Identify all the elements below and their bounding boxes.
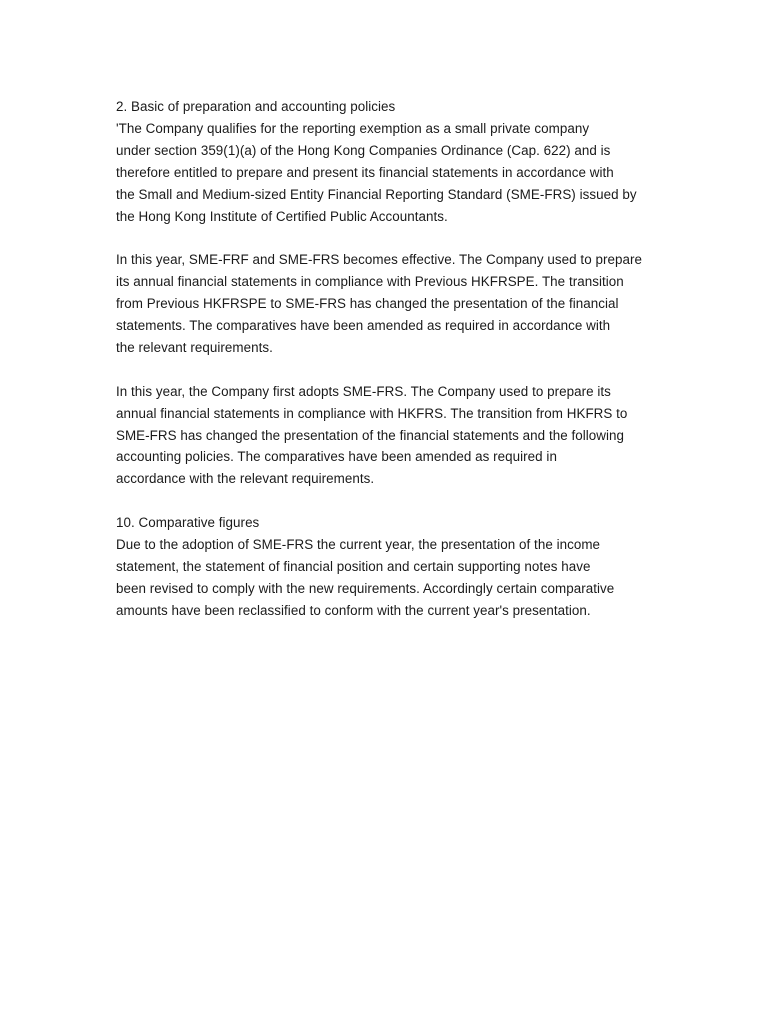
paragraph-line: accounting policies. The comparatives have been amended as required in (116, 449, 557, 465)
paragraph-line: the Hong Kong Institute of Certified Public Accountants. (116, 208, 448, 224)
paragraph-line: accordance with the relevant requirements. (116, 471, 375, 487)
paragraph-spacer (116, 227, 661, 249)
paragraph-line: therefore entitled to prepare and present its financial statements in accordance with (116, 164, 614, 180)
paragraph-spacer (116, 490, 661, 512)
section-10-paragraph-1 (116, 534, 661, 622)
paragraph-line: In this year, SME-FRF and SME-FRS becomes effective. The Company used to prepare (116, 252, 642, 268)
paragraph-line: the relevant requirements. (116, 339, 273, 355)
paragraph-line: been revised to comply with the new requirements. Accordingly certain comparative (116, 580, 615, 596)
paragraph-line: under section 359(1)(a) of the Hong Kong Companies Ordinance (Cap. 622) and is (116, 142, 611, 158)
paragraph-line: 'The Company qualifies for the reporting exemption as a small private company (116, 120, 590, 136)
section-10-heading: 10. Comparative figures (116, 515, 260, 531)
paragraph-line: statements. The comparatives have been amended as required in accordance with (116, 318, 611, 334)
document-body (116, 96, 661, 622)
paragraph-spacer (116, 359, 661, 381)
paragraph-line: amounts have been reclassified to conform with the current year's presentation. (116, 602, 591, 618)
paragraph-line: In this year, the Company first adopts SME-FRS. The Company used to prepare its (116, 383, 611, 399)
paragraph-line: its annual financial statements in compliance with Previous HKFRSPE. The transition (116, 274, 624, 290)
section-2-paragraph-2 (116, 249, 661, 359)
paragraph-line: SME-FRS has changed the presentation of the financial statements and the following (116, 427, 625, 443)
section-2-paragraph-3 (116, 381, 661, 491)
paragraph-line: the Small and Medium-sized Entity Financial Reporting Standard (SME-FRS) issued by (116, 186, 637, 202)
paragraph-line: annual financial statements in compliance with HKFRS. The transition from HKFRS to (116, 405, 628, 421)
paragraph-line: from Previous HKFRSPE to SME-FRS has changed the presentation of the financial (116, 296, 619, 312)
section-2-heading: 2. Basic of preparation and accounting policies (116, 99, 396, 114)
paragraph-line: statement, the statement of financial position and certain supporting notes have (116, 558, 591, 574)
section-2-paragraph-1 (116, 118, 661, 228)
paragraph-line: Due to the adoption of SME-FRS the current year, the presentation of the income (116, 537, 601, 553)
